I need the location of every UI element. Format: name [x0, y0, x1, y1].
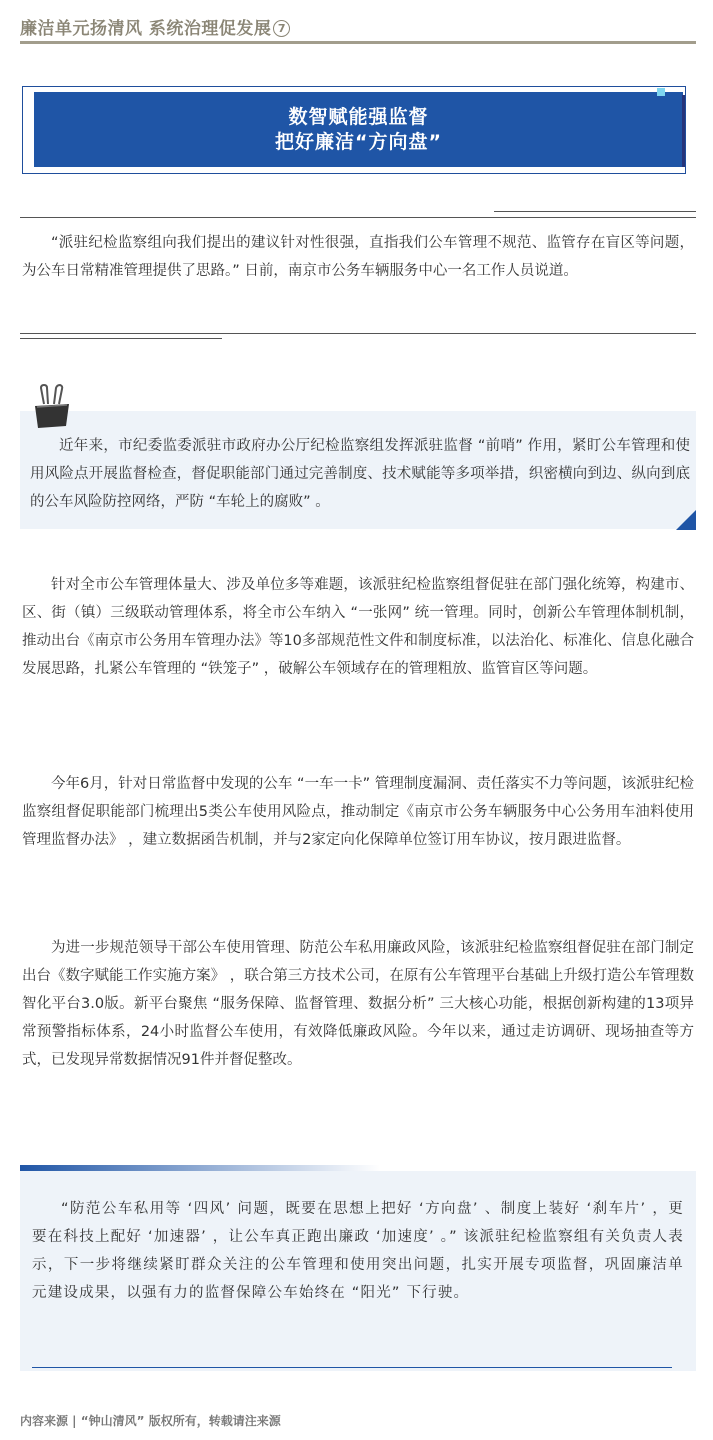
- body-text-1: 针对全市公车管理体量大、涉及单位多等难题，该派驻纪检监察组督促驻在部门强化统筹，构建市、区、街（镇）三级联动管理体系，将全市公车纳入 “一张网” 统一管理。同时，创新公车管理体制机制，推动出台《南京市公务用车管理办法》等10多部规范性文件和制度标准，以法治化、标准化、信息化融合发展思路，扎紧公车管理的 “铁笼子” ，破解公车领域存在的管理粗放、监管盲区等问题。: [22, 577, 694, 677]
- intro-text: “派驻纪检监察组向我们提出的建议针对性很强，直指我们公车管理不规范、监管存在盲区等问题，为公车日常精准管理提供了思路。” 日前，南京市公务车辆服务中心一名工作人员说道。: [22, 235, 694, 279]
- series-number-badge: 7: [273, 20, 290, 37]
- summary-text: 近年来，市纪委监委派驻市政府办公厅纪检监察组发挥派驻监督 “前哨” 作用，紧盯公车管理和使用风险点开展监督检查，督促职能部门通过完善制度、技术赋能等多项举措，织密横向到边、纵向到底的公车风险防控网络，严防 “车轮上的腐败” 。: [30, 438, 690, 510]
- headline-banner: [34, 92, 683, 167]
- headline-line-2: 把好廉洁“方向盘”: [275, 131, 442, 153]
- body-text-2: 今年6月，针对日常监督中发现的公车 “一车一卡” 管理制度漏洞、责任落实不力等问题，该派驻纪检监察组督促职能部门梳理出5类公车使用风险点，推动制定《南京市公务车辆服务中心公务用车油料使用管理监督办法》 ，建立数据函告机制，并与2家定向化保障单位签订用车协议，按月跟进监督。: [22, 776, 694, 848]
- series-title-text: 廉洁单元扬清风 系统治理促发展: [20, 19, 272, 39]
- series-title: [20, 14, 290, 39]
- closing-box-underline: [32, 1367, 672, 1368]
- closing-content: [32, 1195, 684, 1307]
- title-underline: [20, 41, 696, 44]
- body-paragraph-1: [22, 571, 694, 683]
- banner-side-accent: [682, 95, 685, 167]
- binder-clip-icon: [32, 384, 72, 434]
- body-paragraph-3: [22, 934, 694, 1074]
- divider-bottom-short: [20, 338, 222, 339]
- source-footer: 内容来源 | “钟山清风” 版权所有，转载请注来源: [20, 1414, 281, 1428]
- divider-top-short: [494, 211, 696, 212]
- body-paragraph-2: [22, 770, 694, 854]
- closing-text: “防范公车私用等 ‘四风’ 问题，既要在思想上把好 ‘方向盘’ 、制度上装好 ‘刹车片’ ，更要在科技上配好 ‘加速器’ ，让公车真正跑出廉政 ‘加速度’ 。” 该派驻纪检监察组有关负责人表示，下一步将继续紧盯群众关注的公车管理和使用突出问题，扎实开展专项监督，巩固廉洁单元建设成果，以强有力的监督保障公车始终在 “阳光” 下行驶。: [32, 1201, 684, 1301]
- intro-quote: [22, 229, 694, 285]
- body-text-3: 为进一步规范领导干部公车使用管理、防范公车私用廉政风险，该派驻纪检监察组督促驻在部门制定出台《数字赋能工作实施方案》 ，联合第三方技术公司，在原有公车管理平台基础上升级打造公车管理数智化平台3.0版。新平台聚焦 “服务保障、监督管理、数据分析” 三大核心功能，根据创新构建的13项异常预警指标体系，24小时监督公车使用，有效降低廉政风险。今年以来，通过走访调研、现场抽查等方式，已发现异常数据情况91件并督促整改。: [22, 940, 694, 1068]
- divider-bottom: [20, 333, 696, 334]
- headline-line-1: 数智赋能强监督: [288, 106, 429, 128]
- summary-content: [30, 432, 690, 516]
- banner-corner-square: [657, 88, 665, 96]
- corner-triangle: [676, 510, 696, 530]
- divider-top: [20, 217, 696, 218]
